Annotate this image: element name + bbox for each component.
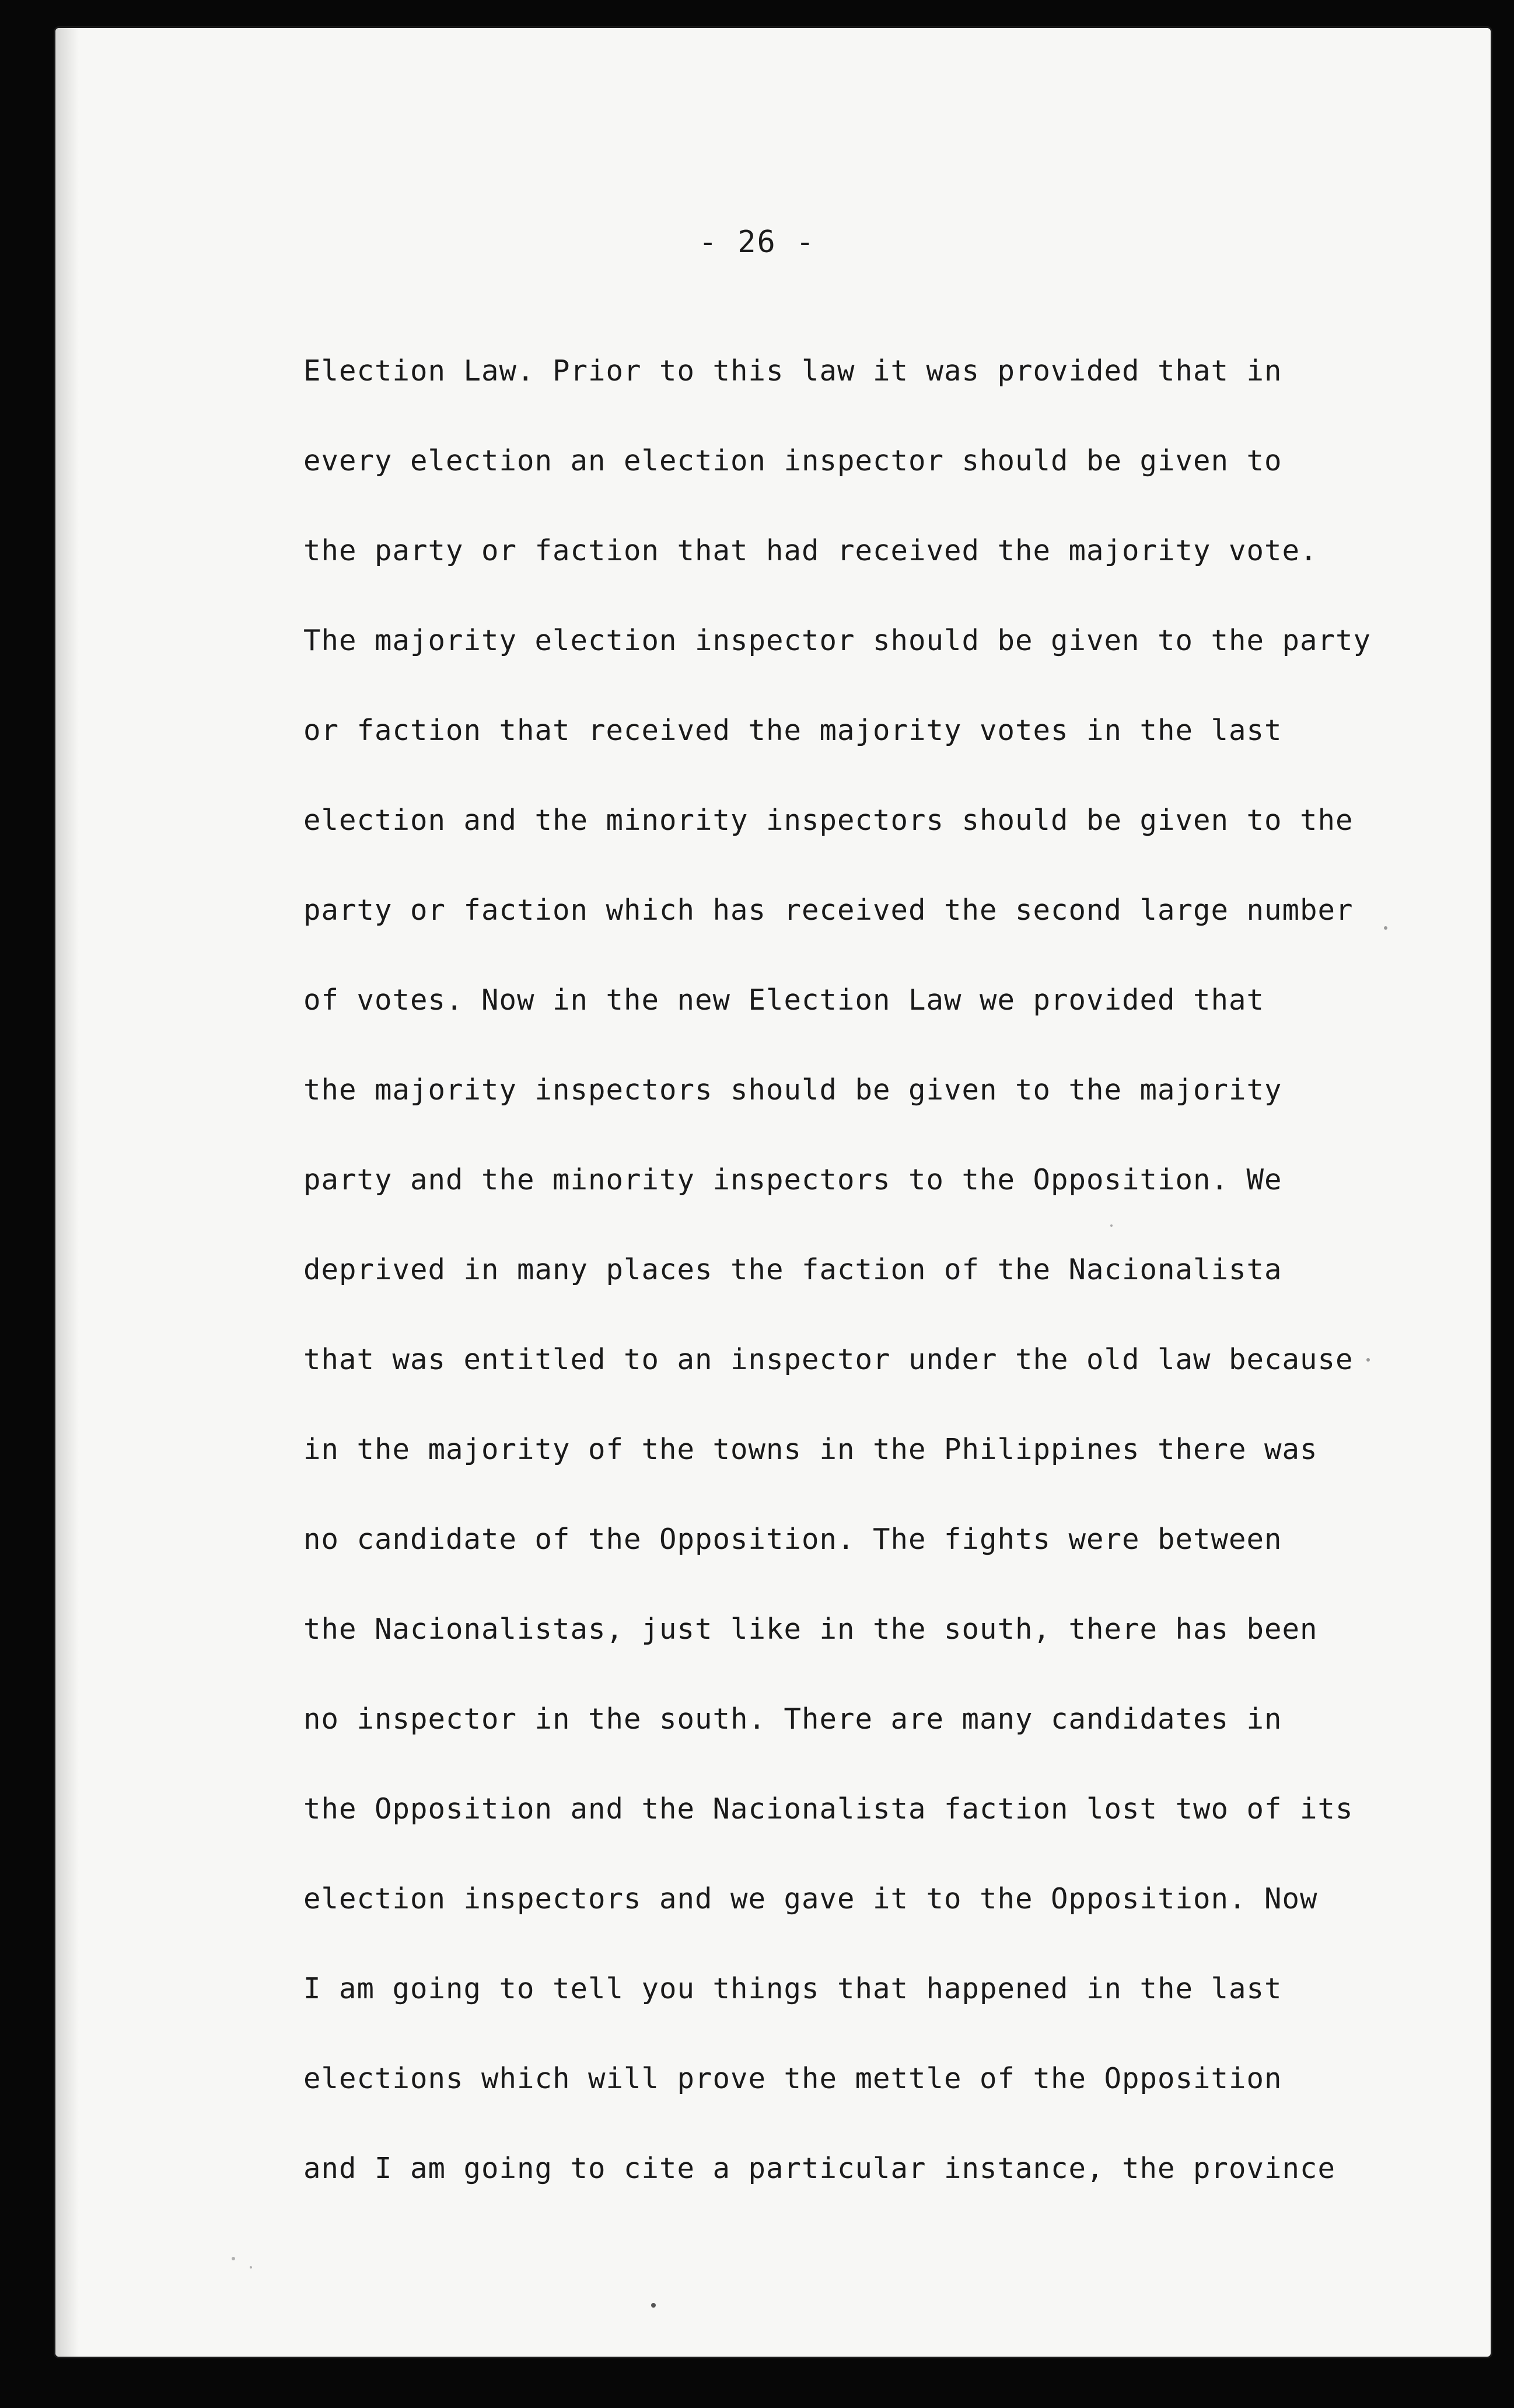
text-line: election inspectors and we gave it to the Opposition. Now — [303, 1882, 1318, 1915]
text-line: of votes. Now in the new Election Law we provided that — [303, 983, 1265, 1017]
text-line: and I am going to cite a particular instance, the province — [303, 2152, 1336, 2185]
text-line: the Opposition and the Nacionalista faction lost two of its — [303, 1792, 1354, 1826]
paper-edge-shadow — [55, 28, 79, 2357]
text-line: in the majority of the towns in the Philippines there was — [303, 1433, 1318, 1466]
text-line: deprived in many places the faction of the Nacionalista — [303, 1253, 1282, 1286]
text-line: the majority inspectors should be given to the majority — [303, 1073, 1282, 1107]
text-line: party or faction which has received the second large number — [303, 894, 1354, 927]
text-line: no candidate of the Opposition. The fights were between — [303, 1523, 1282, 1556]
text-line: elections which will prove the mettle of the Opposition — [303, 2062, 1282, 2095]
text-line: The majority election inspector should be given to the party — [303, 624, 1372, 657]
text-line: the Nacionalistas, just like in the south, there has been — [303, 1613, 1318, 1646]
text-line: the party or faction that had received the majority vote. — [303, 534, 1318, 567]
text-line: Election Law. Prior to this law it was provided that in — [303, 354, 1282, 388]
body-text — [303, 344, 1447, 2232]
text-line: every election an election inspector should be given to — [303, 444, 1282, 477]
text-line: or faction that received the majority votes in the last — [303, 714, 1282, 747]
text-line: I am going to tell you things that happened in the last — [303, 1972, 1282, 2005]
text-line: party and the minority inspectors to the Opposition. We — [303, 1163, 1282, 1196]
page-number: - 26 - — [698, 225, 816, 260]
text-line: election and the minority inspectors should be given to the — [303, 804, 1354, 837]
text-line: that was entitled to an inspector under the old law because — [303, 1343, 1354, 1376]
text-line: no inspector in the south. There are many candidates in — [303, 1702, 1282, 1736]
